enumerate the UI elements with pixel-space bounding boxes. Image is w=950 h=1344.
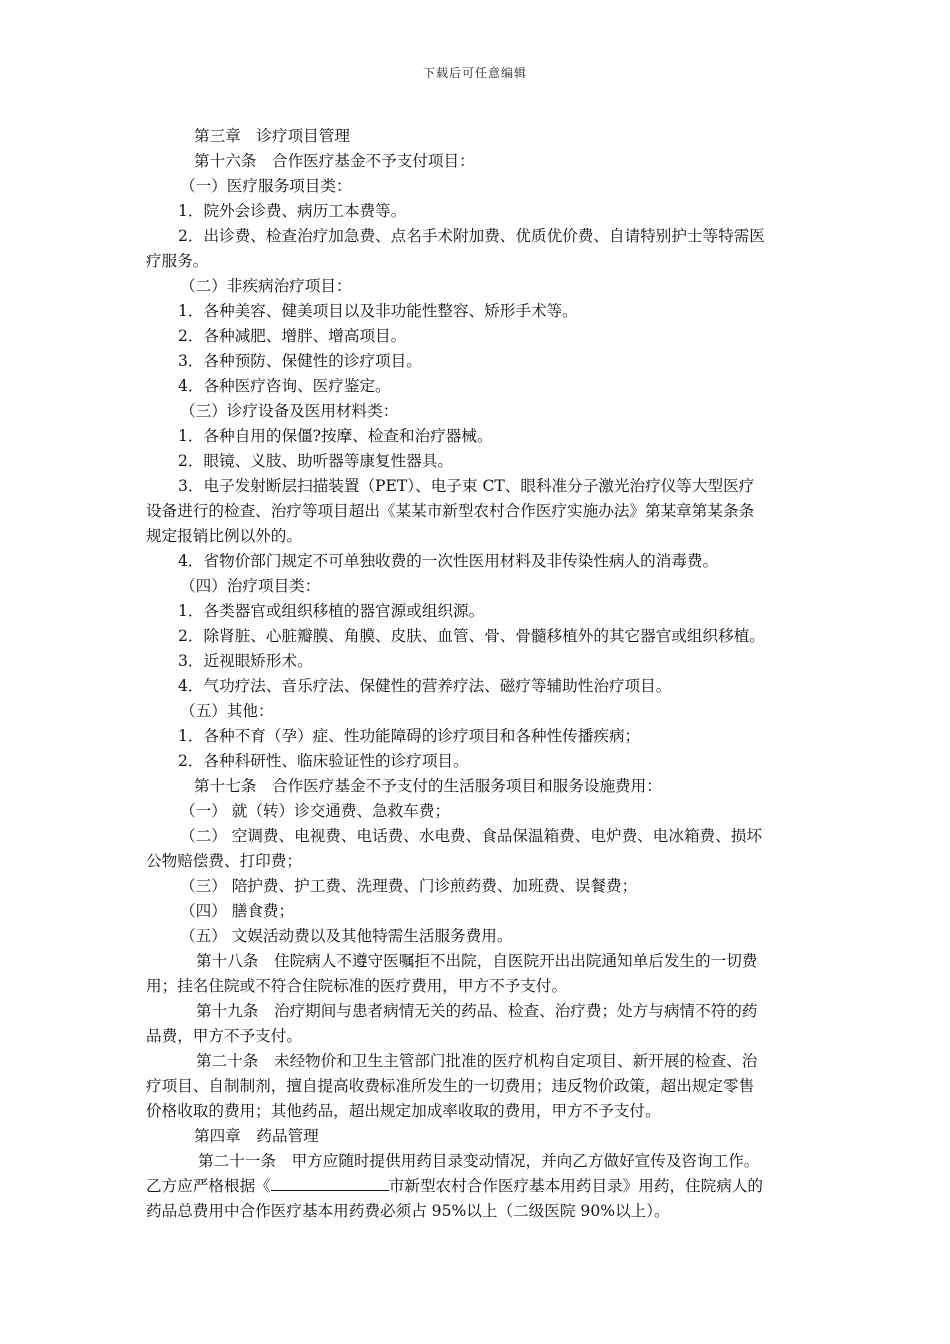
text-line: 4．省物价部门规定不可单独收费的一次性医用材料及非传染性病人的消毒费。: [178, 552, 719, 570]
page-header: 下载后可任意编辑: [422, 66, 527, 80]
text-line: 3．近视眼矫形术。: [178, 652, 313, 670]
text-line: 2．各种减肥、增胖、增高项目。: [178, 327, 407, 345]
text-line: 第四章 药品管理: [194, 1127, 319, 1145]
text-line: （四）治疗项目类：: [180, 577, 321, 595]
text-line: 疗服务。: [146, 252, 209, 270]
text-line: 1．各种美容、健美项目以及非功能性整容、矫形手术等。: [178, 302, 578, 320]
text-line: 设备进行的检查、治疗等项目超出《某某市新型农村合作医疗实施办法》第某章第某条条: [146, 502, 755, 520]
text-line: 3．各种预防、保健性的诊疗项目。: [178, 352, 422, 370]
text-line: 2．出诊费、检查治疗加急费、点名手术附加费、优质优价费、自请特别护士等特需医: [178, 227, 765, 245]
text-line: 1．各种自用的保僵?按摩、检查和治疗器械。: [178, 427, 493, 445]
text-line: 2．各种科研性、临床验证性的诊疗项目。: [178, 752, 469, 770]
text-line: 第十六条 合作医疗基金不予支付项目：: [194, 152, 475, 170]
text-line: 1．院外会诊费、病历工本费等。: [178, 202, 407, 220]
text-line: 公物赔偿费、打印费；: [146, 852, 302, 870]
text-line: 1．各类器官或组织移植的器官源或组织源。: [178, 602, 485, 620]
text-line: （五）其他：: [180, 702, 274, 720]
text-line: 2．除肾脏、心脏瓣膜、角膜、皮肤、血管、骨、骨髓移植外的其它器官或组织移植。: [178, 627, 765, 645]
text-line: 第二十条 未经物价和卫生主管部门批准的医疗机构自定项目、新开展的检查、治: [196, 1052, 758, 1070]
text-line: （三）诊疗设备及医用材料类：: [180, 402, 399, 420]
text-line: 第十七条 合作医疗基金不予支付的生活服务项目和服务设施费用：: [194, 777, 662, 795]
fill-in-blank: [271, 1174, 389, 1191]
text-line: 价格收取的费用；其他药品，超出规定加成率收取的费用，甲方不予支付。: [146, 1102, 661, 1120]
text-line-last: 药品总费用中合作医疗基本用药费必须占 95%以上（二级医院 90%以上）。: [146, 1202, 670, 1220]
document-body: [146, 124, 808, 1224]
text-line: 4．各种医疗咨询、医疗鉴定。: [178, 377, 391, 395]
text-line: 品费，甲方不予支付。: [146, 1027, 302, 1045]
text-line: 规定报销比例以外的。: [146, 527, 302, 545]
text-line: 疗项目、自制制剂，擅自提高收费标准所发生的一切费用；违反物价政策，超出规定零售: [146, 1077, 755, 1095]
text-line: 第二十一条 甲方应随时提供用药目录变动情况，并向乙方做好宣传及咨询工作。: [198, 1152, 760, 1170]
text-line: （二）非疾病治疗项目：: [180, 277, 352, 295]
text-line: 4．气功疗法、音乐疗法、保健性的营养疗法、磁疗等辅助性治疗项目。: [178, 677, 672, 695]
text-after-blank: 市新型农村合作医疗基本用药目录》用药，住院病人的: [388, 1177, 764, 1195]
text-before-blank: 乙方应严格根据《: [146, 1177, 271, 1195]
text-line: （一） 就（转）诊交通费、急救车费；: [180, 802, 451, 820]
text-line: （二） 空调费、电视费、电话费、水电费、食品保温箱费、电炉费、电冰箱费、损坏: [180, 827, 762, 845]
text-line: 用；挂名住院或不符合住院标准的医疗费用，甲方不予支付。: [146, 977, 568, 995]
text-line: 第十九条 治疗期间与患者病情无关的药品、检查、治疗费；处方与病情不符的药: [196, 1002, 758, 1020]
text-line: （三） 陪护费、护工费、洗理费、门诊煎药费、加班费、误餐费；: [180, 877, 638, 895]
text-line: 3．电子发射断层扫描装置（PET）、电子束 CT、眼科准分子激光治疗仪等大型医疗: [178, 477, 755, 495]
text-line: 第十八条 住院病人不遵守医嘱拒不出院，自医院开出出院通知单后发生的一切费: [196, 952, 758, 970]
text-line: （四） 膳食费；: [180, 902, 295, 920]
text-line-blank: [146, 1174, 808, 1199]
text-line: 第三章 诊疗项目管理: [194, 127, 350, 145]
text-line: 2．眼镜、义肢、助听器等康复性器具。: [178, 452, 454, 470]
text-line: （一）医疗服务项目类：: [180, 177, 352, 195]
text-line: （五） 文娱活动费以及其他特需生活服务费用。: [180, 927, 513, 945]
text-line: 1．各种不育（孕）症、性功能障碍的诊疗项目和各种性传播疾病；: [178, 727, 641, 745]
